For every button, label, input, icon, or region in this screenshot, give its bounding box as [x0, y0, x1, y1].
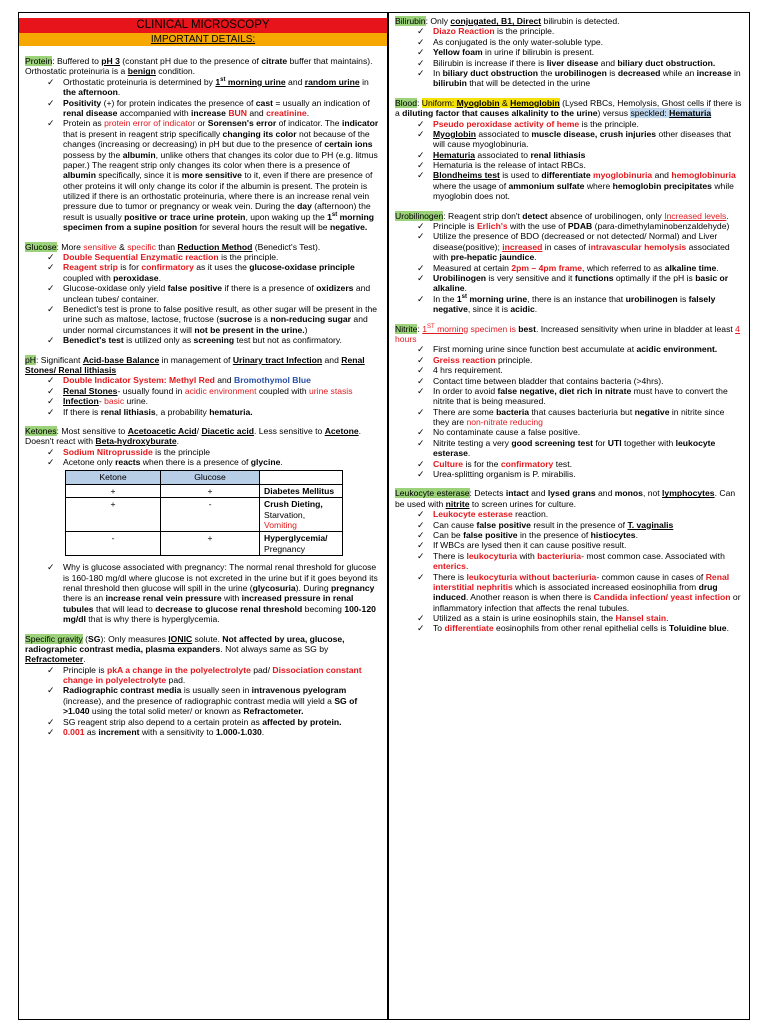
list-item: ✓ Renal Stones- usually found in acidic environment coupled with urine stasis	[25, 386, 381, 396]
cell-condition: Hyperglycemia/ Pregnancy	[260, 532, 343, 556]
list-item: ✓ Infection- basic urine.	[25, 396, 381, 406]
list-item: ✓ First morning urine since function best accumulate at acidic environment.	[395, 344, 743, 354]
list-item: ✓ Principle is Erlich's with the use of PDAB (para-dimethylaminobenzaldehyde)	[395, 221, 743, 231]
list-item: ✓ Diazo Reaction is the principle.	[395, 26, 743, 36]
section-protein	[25, 56, 381, 233]
cell-glucose: +	[161, 484, 260, 497]
cell-ketone: -	[66, 532, 161, 556]
list-item: ✓ Blondheims test is used to differentiate myoglobinuria and hemoglobinuria where the usage of ammonium sulfate where hemoglobin precipitates while myoglobin does not.	[395, 170, 743, 201]
section-urobilinogen	[395, 211, 743, 315]
list-item: ✓ 0.001 as increment with a sensitivity to 1.000-1.030.	[25, 727, 381, 737]
leukocyte-list	[395, 509, 743, 634]
list-item: ✓ Sodium Nitroprusside is the principle	[25, 447, 381, 457]
nitrite-intro: Nitrite: 1ST morning specimen is best. Increased sensitivity when urine in bladder at least 4 hours	[395, 323, 740, 344]
glucose-intro: Glucose: More sensitive & specific than Reduction Method (Benedict's Test).	[25, 241, 321, 252]
list-item: ✓ As conjugated is the only water-soluble type.	[395, 37, 743, 47]
bilirubin-list	[395, 26, 743, 88]
section-bilirubin	[395, 16, 743, 89]
list-item: ✓ Culture is for the confirmatory test.	[395, 459, 743, 469]
list-item: ✓ There is leukocyturia with bacteriuria- most common case. Associated with enterics.	[395, 551, 743, 572]
list-item: ✓ There are some bacteria that causes bacteriuria but negative in nitrite since they are non-nitrate reducing	[395, 407, 743, 428]
cell-ketone: +	[66, 484, 161, 497]
list-item: ✓ Utilized as a stain is urine eosinophils stain, the Hansel stain.	[395, 613, 743, 623]
blood-intro: Blood: Uniform: Myoglobin & Hemoglobin (Lysed RBCs, Hemolysis, Ghost cells if there is a diluting factor that causes alkalinity to the urine) versus speckled: Hematuria	[395, 97, 742, 119]
ketones-intro: Ketones: Most sensitive to Acetoacetic Acid/ Diacetic acid. Less sensitive to Acetone. Doesn't react with Beta-hydroxyburate.	[25, 425, 361, 447]
cell-ketone: +	[66, 498, 161, 532]
list-item: ✓ Glucose-oxidase only yield false positive if there is a presence of oxidizers and unclean tubes/ container.	[25, 283, 381, 304]
section-blood	[395, 98, 743, 202]
list-item: ✓ Hematuria is the release of intact RBCs.	[395, 160, 743, 170]
header-ketone: Ketone	[66, 471, 161, 484]
bilirubin-intro: Bilirubin: Only conjugated, B1, Direct bilirubin is detected.	[395, 16, 620, 26]
list-item: ✓ Yellow foam in urine if bilirubin is present.	[395, 47, 743, 57]
list-item: ✓ Protein as protein error of indicator or Sorensen's error of indicator. The indicator that is present in reagent strip specifically changing its color not because of the changes (increasing or decreasing) in pH but due to the presence of certain ions possess by the albumin, unlike others that changes its color due to PH (e.g. litmus paper.) The reagent strip only changes its color when there is a presence of albumin specifically, since it is more sensitive to it, even if there are presence of other proteins it will only change its color if the albumin is present. The protein is utilized if there is an orthostatic proteinuria, where there is an increase renal vein pressure due to tumor or pregnancy or weak vein. During the day (afternoon) the result is usually positive or trace urine protein, upon waking up the 1st morning specimen from a supine position for several hours the result will be negative.	[25, 118, 381, 232]
list-item: ✓ No contaminate cause a false positive.	[395, 427, 743, 437]
sg-intro: Specific gravity (SG): Only measures IONIC solute. Not affected by urea, glucose, radiographic contrast media, plasma expanders. Not always same as SG by Refractometer.	[25, 633, 345, 665]
list-item: ✓ Measured at certain 2pm – 4pm frame, which referred to as alkaline time.	[395, 263, 743, 273]
list-item: ✓ Can cause false positive result in the presence of T. vaginalis	[395, 520, 743, 530]
list-item: ✓ Radiographic contrast media is usually seen in intravenous pyelogram (increase), and the presence of radiographic contrast media will yield a SG of >1.040 using the total solid meter/ or known as Refractometer.	[25, 685, 381, 716]
list-item: ✓ SG reagent strip also depend to a certain protein as affected by protein.	[25, 717, 381, 727]
section-specific-gravity	[25, 634, 381, 738]
ph-intro: pH: Significant Acid-base Balance in management of Urinary tract Infection and Renal Stones/ Renal lithiasis	[25, 354, 365, 375]
section-ketones	[25, 426, 381, 625]
sg-list	[25, 665, 381, 738]
cell-glucose: +	[161, 532, 260, 556]
list-item: ✓ In order to avoid false negative, diet rich in nitrate must have to convert the nitrite that is being measured.	[395, 386, 743, 407]
list-item: ✓ If there is renal lithiasis, a probability hematuria.	[25, 407, 381, 417]
nitrite-list	[395, 344, 743, 479]
ketone-glucose-table	[65, 470, 343, 556]
table-header-row	[66, 471, 343, 484]
list-item: ✓ Hematuria associated to renal lithiasis	[395, 150, 743, 160]
blood-list	[395, 119, 743, 202]
list-item: ✓ Reagent strip is for confirmatory as it uses the glucose-oxidase principle coupled with peroxidase.	[25, 262, 381, 283]
list-item: ✓ Nitrite testing a very good screening test for UTI together with leukocyte esterase.	[395, 438, 743, 459]
leukocyte-intro: Leukocyte esterase: Detects intact and lysed grans and monos, not lymphocytes. Can be used with nitrite to screen urines for culture.	[395, 488, 736, 509]
section-nitrite	[395, 324, 743, 480]
list-item: ✓ If WBCs are lysed then it can cause positive result.	[395, 540, 743, 550]
table-row	[66, 532, 343, 556]
page-subtitle: IMPORTANT DETAILS:	[19, 33, 387, 46]
urobilinogen-list	[395, 221, 743, 315]
list-item: ✓ 4 hrs requirement.	[395, 365, 743, 375]
glucose-list	[25, 252, 381, 346]
list-item: ✓ To differentiate eosinophils from other renal epithelial cells is Toluidine blue.	[395, 623, 743, 633]
list-item: ✓ Bilirubin is increase if there is liver disease and biliary duct obstruction.	[395, 58, 743, 68]
list-item: ✓ Acetone only reacts when there is a presence of glycine.	[25, 457, 381, 467]
list-item: ✓ Double Indicator System: Methyl Red and Bromothymol Blue	[25, 375, 381, 385]
list-item: ✓ In biliary duct obstruction the urobilinogen is decreased while an increase in bilirubin that will be detected in the urine	[395, 68, 743, 89]
section-leukocyte-esterase	[395, 488, 743, 633]
list-item: ✓ Utilize the presence of BDO (decreased or not detected/ Normal) and Liver disease(positive); increased in cases of intravascular hemolysis associated with pre-hepatic jaundice.	[395, 231, 743, 262]
list-item: ✓ Leukocyte esterase reaction.	[395, 509, 743, 519]
ph-list	[25, 375, 381, 417]
ketones-list	[25, 447, 381, 468]
list-item: ✓ Pseudo peroxidase activity of heme is the principle.	[395, 119, 743, 129]
list-item: ✓ There is leukocyturia without bacteriuria- common cause in cases of Renal interstitial nephritis which is associated increased eosinophilia from drug induced. Another reason is when there is Candida infection/ yeast infection or inflammatory infection that affects the renal tubules.	[395, 572, 743, 614]
page-title: CLINICAL MICROSCOPY	[19, 18, 387, 33]
cell-condition: Crush Dieting, Starvation, Vomiting	[260, 498, 343, 532]
section-glucose	[25, 242, 381, 346]
cell-condition: Diabetes Mellitus	[260, 484, 343, 497]
list-item: ✓ Greiss reaction principle.	[395, 355, 743, 365]
urobilinogen-intro: Urobilinogen: Reagent strip don't detect absence of urobilinogen, only Increased levels.	[395, 210, 729, 221]
list-item: ✓ Contact time between bladder that contains bacteria (>4hrs).	[395, 376, 743, 386]
list-item: ✓ Myoglobin associated to muscle disease, crush injuries other diseases that will cause myoglobinuria.	[395, 129, 743, 150]
list-item: ✓ Double Sequential Enzymatic reaction is the principle.	[25, 252, 381, 262]
list-item: ✓ Urea-splitting organism is P. mirabilis.	[395, 469, 743, 479]
list-item: ✓ Why is glucose associated with pregnancy: The normal renal threshold for glucose is 160-180 mg/dl where glucose is not excreted in the urine but if it goes beyond its renal threshold then glucose will spill in the urine (glycosuria). During pregnancy there is an increase renal vein pressure with increased pressure in renal tubules that will lead to decrease to glucose renal threshold becoming 100-120 mg/dl that is why there is hyperglycemia.	[25, 562, 381, 624]
table-row	[66, 498, 343, 532]
list-item: ✓ Orthostatic proteinuria is determined by 1st morning urine and random urine in the afternoon.	[25, 77, 381, 98]
list-item: ✓ Principle is pkA a change in the polyelectrolyte pad/ Dissociation constant change in polyelectrolyte pad.	[25, 665, 381, 686]
list-item: ✓ Benedict's test is prone to false positive result, as other sugar will be present in the urine such as maltose, lactose, fructose (sucrose is a non-reducing sugar and under normal circumstances it will not be present in the urine.)	[25, 304, 381, 335]
list-item: ✓ Can be false positive in the presence of histiocytes.	[395, 530, 743, 540]
ketones-list-2	[25, 562, 381, 624]
cell-glucose: -	[161, 498, 260, 532]
header-condition	[260, 471, 343, 484]
list-item: ✓ Benedict's test is utilized only as screening test but not as confirmatory.	[25, 335, 381, 345]
section-ph	[25, 355, 381, 417]
protein-list	[25, 77, 381, 233]
left-column	[18, 12, 388, 1020]
list-item: ✓ Urobilinogen is very sensitive and it functions optimally if the pH is basic or alkaline.	[395, 273, 743, 294]
header-glucose: Glucose	[161, 471, 260, 484]
list-item: ✓ Positivity (+) for protein indicates the presence of cast = usually an indication of renal disease accompanied with increase BUN and creatinine.	[25, 98, 381, 119]
right-column	[388, 12, 750, 1020]
table-row	[66, 484, 343, 497]
protein-intro: Protein: Buffered to pH 3 (constant pH due to the presence of citrate buffer that maintains). Orthostatic proteinuria is a benign condition.	[25, 56, 373, 77]
list-item: ✓ In the 1st morning urine, there is an instance that urobilinogen is falsely negative, since it is acidic.	[395, 294, 743, 315]
